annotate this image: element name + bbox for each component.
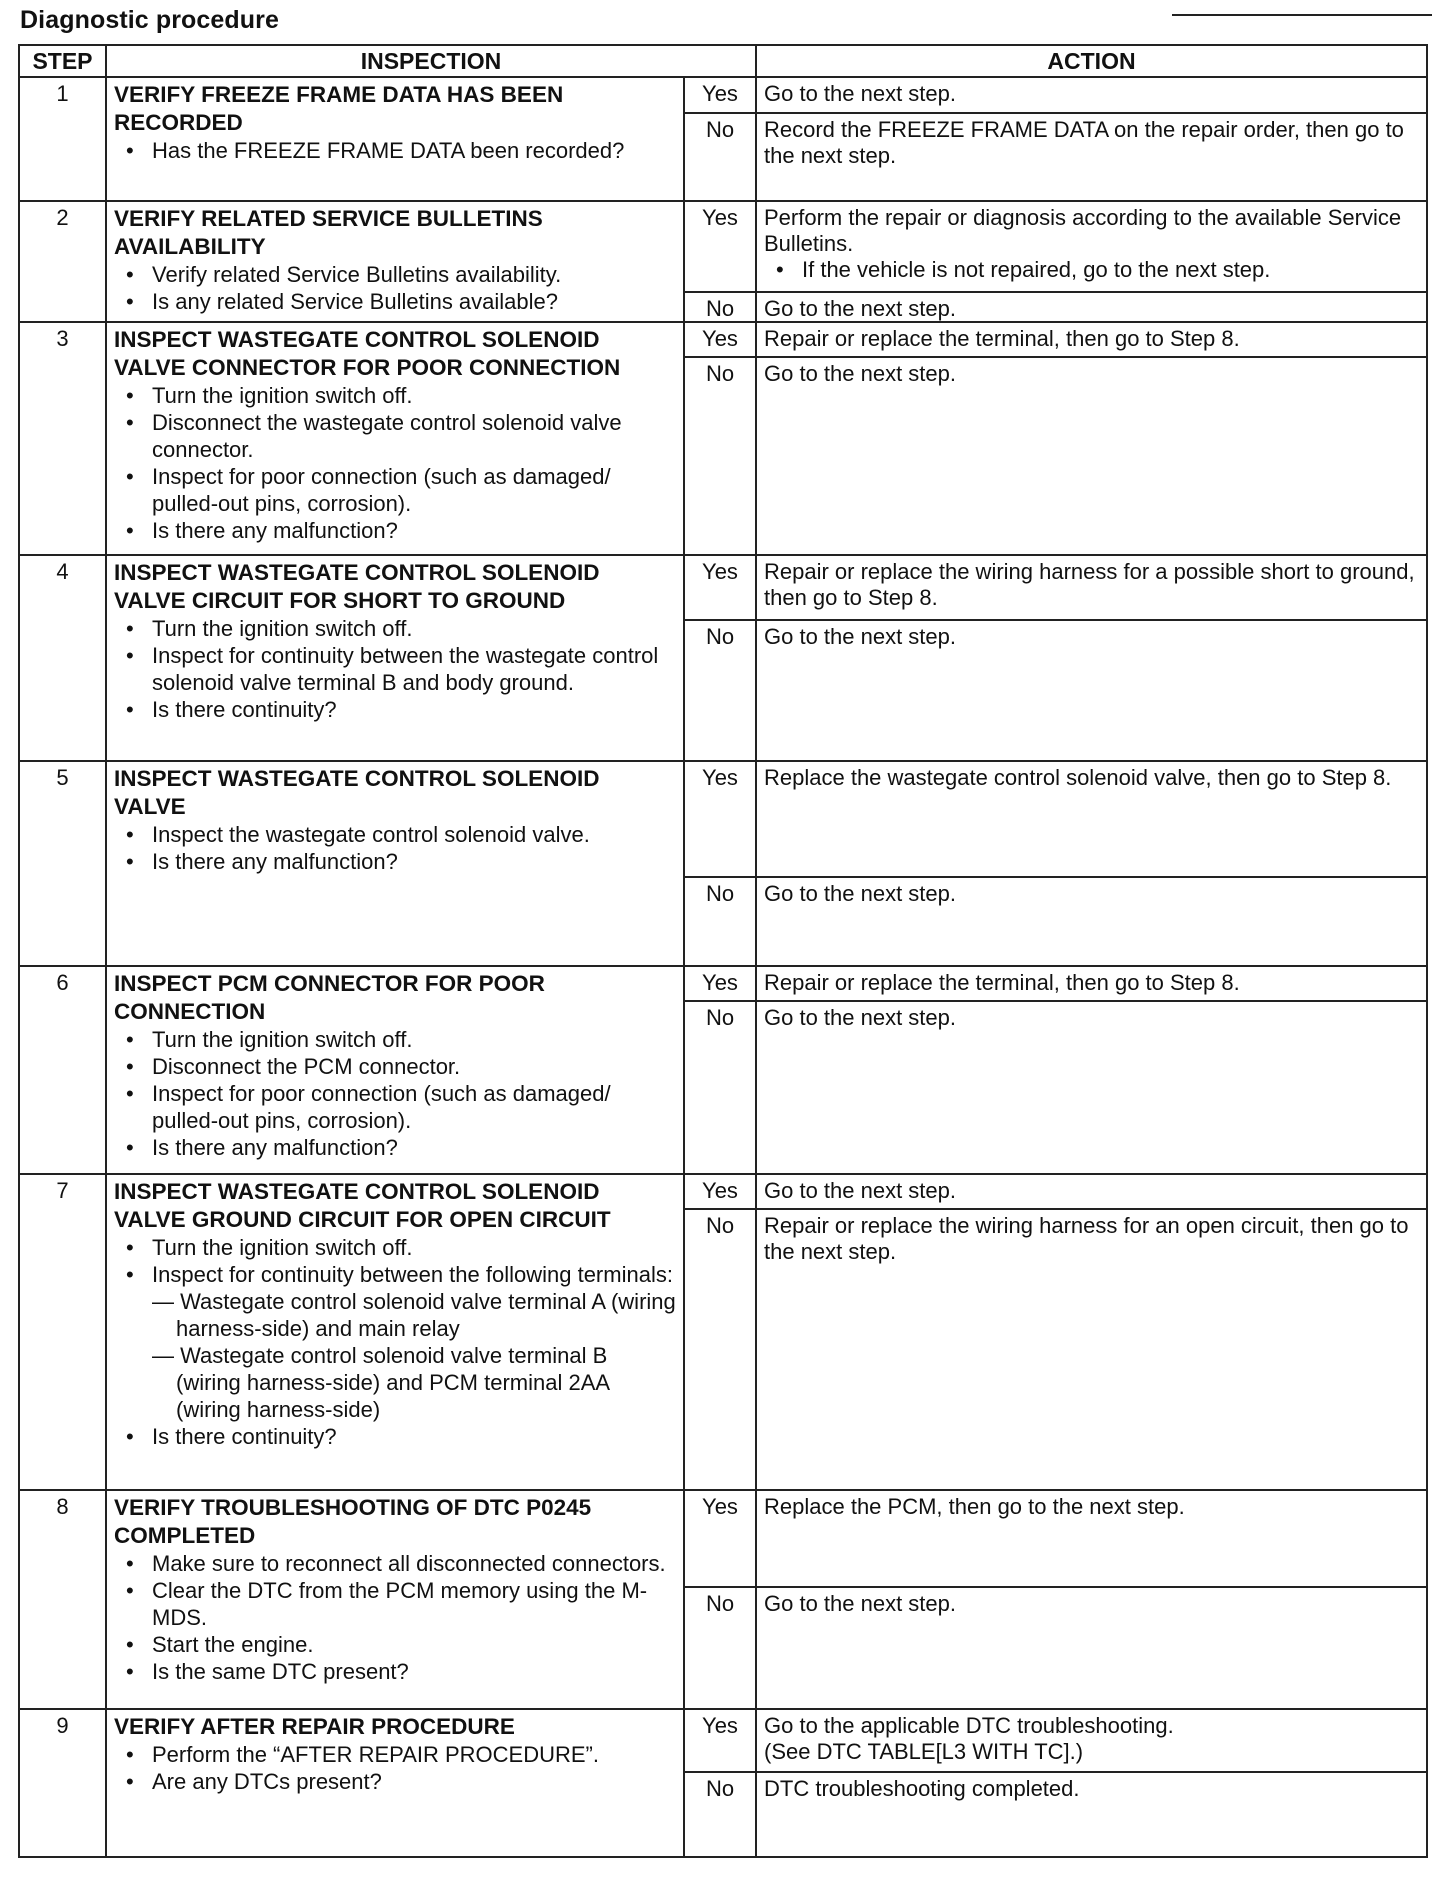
no-label: No	[685, 878, 757, 965]
inspection-item: • Turn the ignition switch off.	[114, 615, 677, 642]
inspection-item: • Are any DTCs present?	[114, 1768, 677, 1795]
inspection-item: • Start the engine.	[114, 1631, 677, 1658]
yes-action-cell	[757, 1710, 1426, 1771]
inspection-item: • Is any related Service Bulletins available?	[114, 288, 677, 315]
column-header-inspection: INSPECTION	[107, 46, 757, 76]
inspection-item: • Turn the ignition switch off.	[114, 1234, 677, 1261]
step-number: 8	[20, 1491, 107, 1708]
yes-action: Repair or replace the wiring harness for a possible short to ground, then go to Step 8.	[764, 559, 1415, 610]
inspection-cell	[107, 556, 685, 760]
step-number: 3	[20, 323, 107, 554]
inspection-item: • Turn the ignition switch off.	[114, 382, 677, 409]
no-action: Go to the next step.	[764, 881, 957, 906]
inspection-title: VERIFY TROUBLESHOOTING OF DTC P0245 COMPLETED	[114, 1495, 592, 1548]
yes-action-reference: (See DTC TABLE[L3 WITH TC].)	[764, 1739, 1084, 1764]
inspection-item: • Inspect the wastegate control solenoid valve.	[114, 821, 677, 848]
inspection-item: • Verify related Service Bulletins availability.	[114, 261, 677, 288]
yes-action: Go to the applicable DTC troubleshooting.	[764, 1713, 1174, 1738]
no-action: Record the FREEZE FRAME DATA on the repair order, then go to the next step.	[764, 117, 1404, 168]
yes-action-cell	[757, 202, 1426, 291]
inspection-title: VERIFY AFTER REPAIR PROCEDURE	[114, 1714, 515, 1739]
yes-label: Yes	[685, 202, 757, 291]
action-cell	[685, 1491, 1426, 1708]
action-cell	[685, 1175, 1426, 1489]
yes-action: Go to the next step.	[764, 81, 957, 106]
inspection-item: • Is there any malfunction?	[114, 848, 677, 875]
inspection-item: • Disconnect the PCM connector.	[114, 1053, 677, 1080]
inspection-item: • Is there any malfunction?	[114, 517, 677, 544]
yes-action: Replace the PCM, then go to the next step.	[764, 1494, 1185, 1519]
action-cell	[685, 78, 1426, 200]
inspection-item: • Inspect for continuity between the wastegate control solenoid valve terminal B and body ground.	[114, 642, 677, 696]
inspection-cell	[107, 1491, 685, 1708]
yes-action: Repair or replace the terminal, then go to Step 8.	[764, 970, 1240, 995]
page-title: Diagnostic procedure	[20, 6, 279, 34]
step-number: 4	[20, 556, 107, 760]
no-action: DTC troubleshooting completed.	[764, 1776, 1080, 1801]
table-row-step-9	[18, 1710, 1428, 1858]
inspection-item: • Perform the “AFTER REPAIR PROCEDURE”.	[114, 1741, 677, 1768]
table-row-step-4	[18, 556, 1428, 762]
no-label: No	[685, 293, 757, 321]
inspection-cell	[107, 762, 685, 965]
inspection-title: INSPECT WASTEGATE CONTROL SOLENOID VALVE CIRCUIT FOR SHORT TO GROUND	[114, 560, 600, 613]
inspection-item: • Is there continuity?	[114, 696, 677, 723]
table-row-step-6	[18, 967, 1428, 1175]
step-number: 6	[20, 967, 107, 1173]
step-number: 7	[20, 1175, 107, 1489]
inspection-title: INSPECT WASTEGATE CONTROL SOLENOID VALVE CONNECTOR FOR POOR CONNECTION	[114, 327, 621, 380]
inspection-cell	[107, 323, 685, 554]
yes-label: Yes	[685, 1710, 757, 1771]
no-action: Go to the next step.	[764, 361, 957, 386]
no-action: Go to the next step.	[764, 296, 957, 321]
yes-label: Yes	[685, 556, 757, 619]
action-cell	[685, 1710, 1426, 1856]
no-action: Repair or replace the wiring harness for an open circuit, then go to the next step.	[764, 1213, 1409, 1264]
table-row-step-3	[18, 323, 1428, 556]
inspection-item: • Inspect for poor connection (such as damaged/ pulled-out pins, corrosion).	[114, 463, 677, 517]
no-label: No	[685, 358, 757, 554]
yes-label: Yes	[685, 1175, 757, 1208]
inspection-item: • Is the same DTC present?	[114, 1658, 677, 1685]
table-row-step-8	[18, 1491, 1428, 1710]
yes-label: Yes	[685, 762, 757, 876]
table-header	[18, 44, 1428, 78]
inspection-title: INSPECT WASTEGATE CONTROL SOLENOID VALVE GROUND CIRCUIT FOR OPEN CIRCUIT	[114, 1179, 611, 1232]
no-label: No	[685, 114, 757, 200]
inspection-item: • Is there continuity?	[114, 1423, 677, 1450]
table-row-step-2	[18, 202, 1428, 323]
inspection-item: • Is there any malfunction?	[114, 1134, 677, 1161]
no-label: No	[685, 1002, 757, 1173]
inspection-item: • Turn the ignition switch off.	[114, 1026, 677, 1053]
inspection-cell	[107, 202, 685, 321]
inspection-title: VERIFY FREEZE FRAME DATA HAS BEEN RECORDED	[114, 82, 564, 135]
yes-label: Yes	[685, 967, 757, 1000]
action-cell	[685, 202, 1426, 321]
inspection-item: • Clear the DTC from the PCM memory using the M-MDS.	[114, 1577, 677, 1631]
inspection-cell	[107, 1175, 685, 1489]
step-number: 5	[20, 762, 107, 965]
yes-label: Yes	[685, 323, 757, 356]
action-cell	[685, 556, 1426, 760]
step-number: 9	[20, 1710, 107, 1856]
action-cell	[685, 762, 1426, 965]
inspection-cell	[107, 1710, 685, 1856]
top-rule	[1172, 14, 1432, 16]
inspection-sub-item: — Wastegate control solenoid valve terminal B (wiring harness-side) and PCM terminal 2AA (wiring harness-side)	[152, 1343, 609, 1422]
yes-action: Repair or replace the terminal, then go to Step 8.	[764, 326, 1240, 351]
no-label: No	[685, 621, 757, 760]
no-action: Go to the next step.	[764, 1005, 957, 1030]
no-action: Go to the next step.	[764, 624, 957, 649]
yes-action-bullet: • If the vehicle is not repaired, go to the next step.	[764, 257, 1418, 283]
no-action: Go to the next step.	[764, 1591, 957, 1616]
no-label: No	[685, 1210, 757, 1489]
inspection-cell	[107, 78, 685, 200]
inspection-sub-item: — Wastegate control solenoid valve terminal A (wiring harness-side) and main relay	[152, 1289, 676, 1341]
inspection-item: • Make sure to reconnect all disconnected connectors.	[114, 1550, 677, 1577]
inspection-title: VERIFY RELATED SERVICE BULLETINS AVAILABILITY	[114, 206, 543, 259]
step-number: 2	[20, 202, 107, 321]
yes-action: Perform the repair or diagnosis according to the available Service Bulletins.	[764, 205, 1402, 256]
action-cell	[685, 967, 1426, 1173]
inspection-item: • Inspect for continuity between the following terminals:	[114, 1261, 677, 1288]
yes-action: Go to the next step.	[764, 1178, 957, 1203]
inspection-title: INSPECT PCM CONNECTOR FOR POOR CONNECTION	[114, 971, 545, 1024]
column-header-action: ACTION	[1047, 47, 1136, 74]
step-number: 1	[20, 78, 107, 200]
table-row-step-5	[18, 762, 1428, 967]
yes-action: Replace the wastegate control solenoid valve, then go to Step 8.	[764, 765, 1392, 790]
yes-label: Yes	[685, 78, 757, 112]
table-row-step-1	[18, 78, 1428, 202]
action-cell	[685, 323, 1426, 554]
no-label: No	[685, 1773, 757, 1856]
table-row-step-7	[18, 1175, 1428, 1491]
column-header-step: STEP	[20, 46, 107, 76]
inspection-item: • Disconnect the wastegate control solenoid valve connector.	[114, 409, 677, 463]
no-label: No	[685, 1588, 757, 1708]
inspection-item: • Inspect for poor connection (such as damaged/ pulled-out pins, corrosion).	[114, 1080, 677, 1134]
inspection-cell	[107, 967, 685, 1173]
inspection-item: • Has the FREEZE FRAME DATA been recorded?	[114, 137, 677, 164]
yes-label: Yes	[685, 1491, 757, 1586]
inspection-title: INSPECT WASTEGATE CONTROL SOLENOID VALVE	[114, 766, 600, 819]
